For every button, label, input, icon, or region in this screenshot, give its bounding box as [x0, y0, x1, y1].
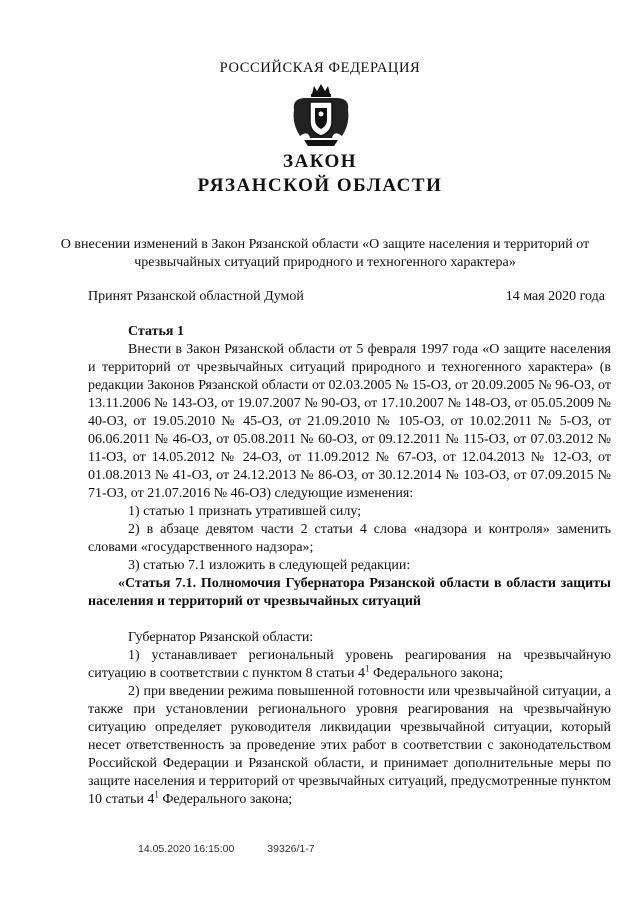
article-intro: Внести в Закон Рязанской области от 5 февраля 1997 года «О защите населения и территорий от чрезвычайных ситуаций природного и техногенного характера» (в редакции Законов Рязанской области от 02.03.2005 № 15-ОЗ, от 20.09.2005 № 96-ОЗ, от 13.11.2006 № 143-ОЗ, от 19.07.2007 № 90-ОЗ, от 17.10.2007 № 148-ОЗ, от 05.05.2009 № 40-ОЗ, от 19.05.2010 № 45-ОЗ, от 21.09.2010 № 105-ОЗ, от 10.02.2011 № 5-ОЗ, от 06.06.2011 № 46-ОЗ, от 05.08.2011 № 60-ОЗ, от 09.12.2011 № 115-ОЗ, от 07.03.2012 № 11-ОЗ, от 14.05.2012 № 24-ОЗ, от 11.09.2012 № 67-ОЗ, от 12.04.2013 № 12-ОЗ, от 01.08.2013 № 41-ОЗ, от 24.12.2013 № 86-ОЗ, от 30.12.2014 № 103-ОЗ, от 07.09.2015 № 71-ОЗ, от 21.07.2016 № 46-ОЗ) следующие изменения: [88, 342, 611, 501]
document-footer [138, 843, 315, 855]
law-subject: О внесении изменений в Закон Рязанской области «О защите населения и территорий от чрезвычайных ситуаций природного и техногенного характера» [60, 237, 590, 270]
footer-doc-number: 39326/1-7 [267, 843, 315, 855]
new-article-title: «Статья 7.1. Полномочия Губернатора Рязанской области в области защиты населения и территорий от чрезвычайных ситуаций [88, 576, 611, 609]
power-item-1: 1) устанавливает региональный уровень реагирования на чрезвычайную ситуацию в соответствии с пунктом 8 статьи $4^1$ Федерального закона; [88, 648, 611, 681]
law-title [0, 150, 640, 198]
adoption-row [88, 289, 605, 305]
amendment-item-2: 2) в абзаце девятом части 2 статьи 4 слова «надзора и контроля» заменить словами «государственного надзора»; [88, 522, 611, 555]
governor-line: Губернатор Рязанской области: [128, 630, 314, 645]
law-title-line2: РЯЗАНСКОЙ ОБЛАСТИ [197, 175, 443, 196]
footer-timestamp: 14.05.2020 16:15:00 [138, 843, 235, 855]
coat-of-arms-icon [286, 80, 356, 150]
amendment-item-3: 3) статью 7.1 изложить в следующей редакции: [128, 558, 411, 573]
law-title-line1: ЗАКОН [282, 151, 358, 172]
adopted-by: Принят Рязанской областной Думой [88, 289, 304, 304]
power-item-2: 2) при введении режима повышенной готовности или чрезвычайной ситуации, а также при установлении регионального уровня реагирования на чрезвычайную ситуацию определяет руководителя ликвидации чрезвычайной ситуации, который несет ответственность за проведение этих работ в соответствии с законодательством Российской Федерации и Рязанской области, и принимает дополнительные меры по защите населения и территорий от чрезвычайных ситуаций, предусмотренные пунктом 10 статьи $4^1$ Федерального закона; [88, 684, 611, 807]
federation-heading: РОССИЙСКАЯ ФЕДЕРАЦИЯ [219, 60, 421, 76]
law-body [88, 323, 611, 809]
adoption-date: 14 мая 2020 года [505, 289, 605, 304]
article-heading: Статья 1 [128, 324, 184, 339]
amendment-item-1: 1) статью 1 признать утратившей силу; [128, 504, 362, 519]
